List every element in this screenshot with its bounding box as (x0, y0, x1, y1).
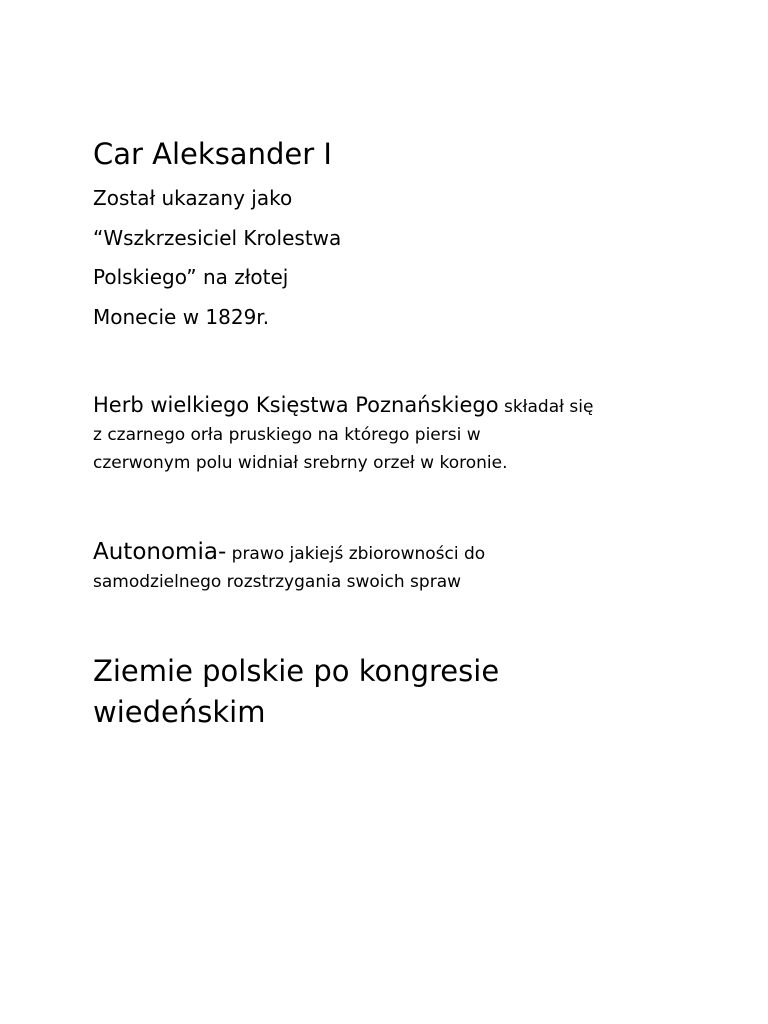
autonomia-term: Autonomia- (93, 539, 227, 565)
coin-caption (93, 180, 341, 338)
autonomia-line-2: samodzielnego rozstrzygania swoich spraw (93, 572, 462, 592)
herb-line-2: z czarnego orła pruskiego na którego piersi w (93, 425, 481, 445)
herb-line-1 (93, 391, 733, 421)
herb-line-3: czerwonym polu widniał srebrny orzeł w koronie. (93, 453, 508, 473)
heading-car-aleksander: Car Aleksander I (93, 137, 332, 171)
autonomia-definition: prawo jakiejś zbiorowności do (226, 544, 486, 564)
autonomia-paragraph (93, 538, 733, 596)
herb-lead: Herb wielkiego Księstwa Poznańskiego (93, 393, 499, 417)
title-line-1: Ziemie polskie po kongresie (93, 654, 500, 688)
section-title (93, 651, 499, 733)
caption-line-2: “Wszkrzesiciel Krolestwa (93, 225, 342, 250)
caption-line-3: Polskiego” na złotej (93, 265, 289, 289)
caption-line-4: Monecie w 1829r. (93, 304, 270, 329)
autonomia-line-1 (93, 538, 733, 568)
herb-rest: składał się (498, 397, 594, 417)
title-line-2: wiedeńskim (93, 695, 266, 729)
caption-line-1: Został ukazany jako (93, 186, 293, 210)
herb-paragraph (93, 391, 733, 477)
